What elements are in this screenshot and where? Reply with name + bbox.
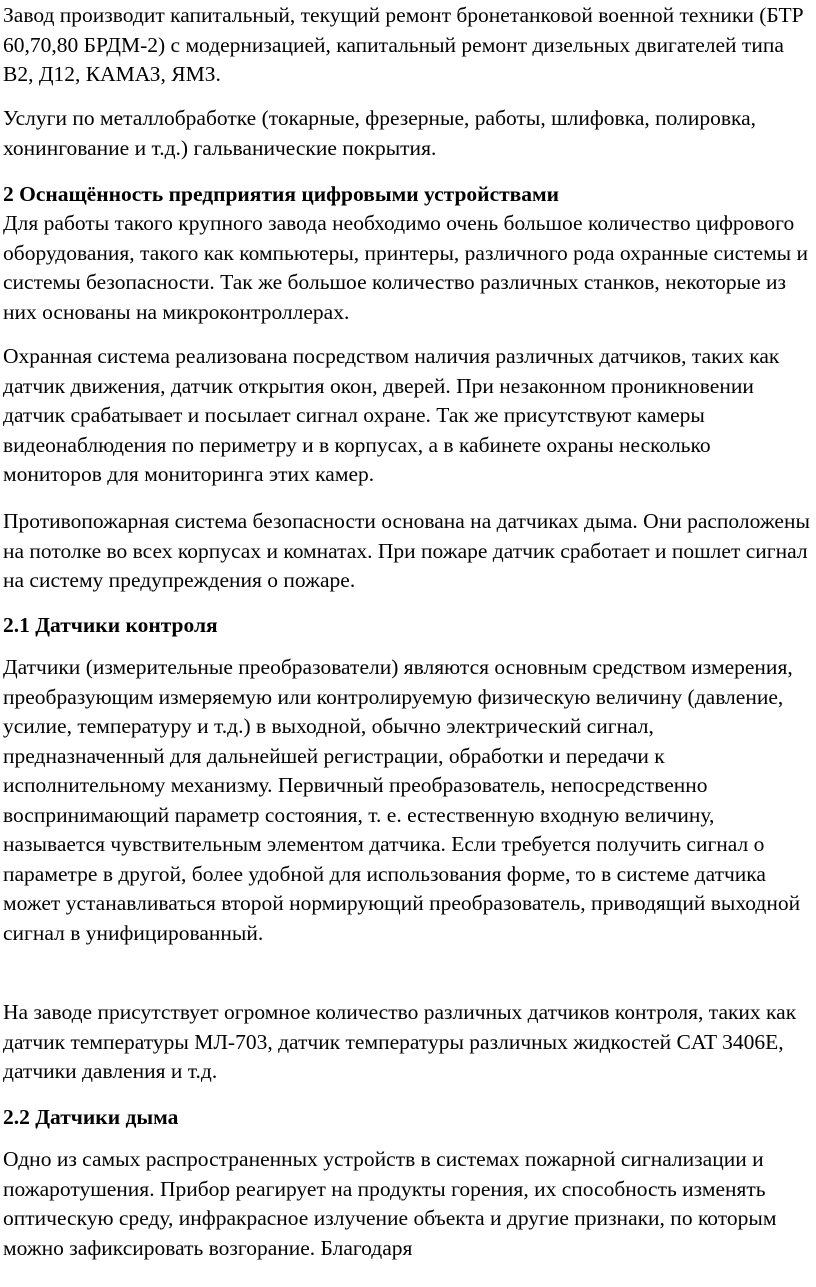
paragraph-metalworking-services: Услуги по металлобработке (токарные, фрезерные, работы, шлифовка, полировка, хонингование и т.д.) гальванические покрытия.: [3, 106, 757, 160]
paragraph-security-system: Охранная система реализована посредством наличия различных датчиков, таких как датчик движения, датчик открытия окон, дверей. При незаконном проникновении датчик срабатывает и посылает сигнал охране. Так же присутствуют камеры видеонаблюдения по периметру и в корпусах, а в кабинете охраны несколько мониторов для мониторинга этих камер.: [3, 344, 780, 486]
heading-smoke-detectors: 2.2 Датчики дыма: [3, 1105, 179, 1129]
paragraph-sensors-definition: Датчики (измерительные преобразователи) являются основным средством измерения, преобразующим измеряемую или контролируемую физическую величину (давление, усилие, температуру и т.д.) в выходной, обычно электрический сигнал, предназначенный для дальнейшей регистрации, обработки и передачи к исполнительному механизму. Первичный преобразователь, непосредственно воспринимающий параметр состояния, т. е. естественную входную величину, называется чувствительным элементом датчика. Если требуется получить сигнал о параметре в другой, более удобной для использования форме, то в системе датчика может устанавливаться второй нормирующий преобразователь, приводящий выходной сигнал в унифицированный.: [3, 655, 801, 945]
heading-digital-equipment: 2 Оснащённость предприятия цифровыми устройствами: [3, 182, 560, 206]
paragraph-plant-sensors: На заводе присутствует огромное количество различных датчиков контроля, таких как датчик температуры МЛ-703, датчик температуры различных жидкостей CAT 3406E, датчики давления и т.д.: [3, 1000, 797, 1083]
paragraph-fire-safety-system: Противопожарная система безопасности основана на датчиках дыма. Они расположены на потолке во всех корпусах и комнатах. При пожаре датчик сработает и пошлет сигнал на систему предупреждения о пожаре.: [3, 509, 810, 592]
paragraph-plant-repair: Завод производит капитальный, текущий ремонт бронетанковой военной техники (БТР 60,70,80 БРДМ-2) с модернизацией, капитальный ремонт дизельных двигателей типа В2, Д12, КАМАЗ, ЯМЗ.: [3, 3, 804, 86]
heading-control-sensors: 2.1 Датчики контроля: [3, 613, 218, 637]
paragraph-digital-equipment: Для работы такого крупного завода необходимо очень большое количество цифрового оборудования, такого как компьютеры, принтеры, различного рода охранные системы и системы безопасности. Так же большое количество различных станков, некоторые из них основаны на микроконтроллерах.: [3, 211, 809, 324]
paragraph-smoke-detectors: Одно из самых распространенных устройств в системах пожарной сигнализации и пожаротушения. Прибор реагирует на продукты горения, их способность изменять оптическую среду, инфракрасное излучение объекта и другие признаки, по которым можно зафиксировать возгорание. Благодаря: [3, 1147, 777, 1260]
